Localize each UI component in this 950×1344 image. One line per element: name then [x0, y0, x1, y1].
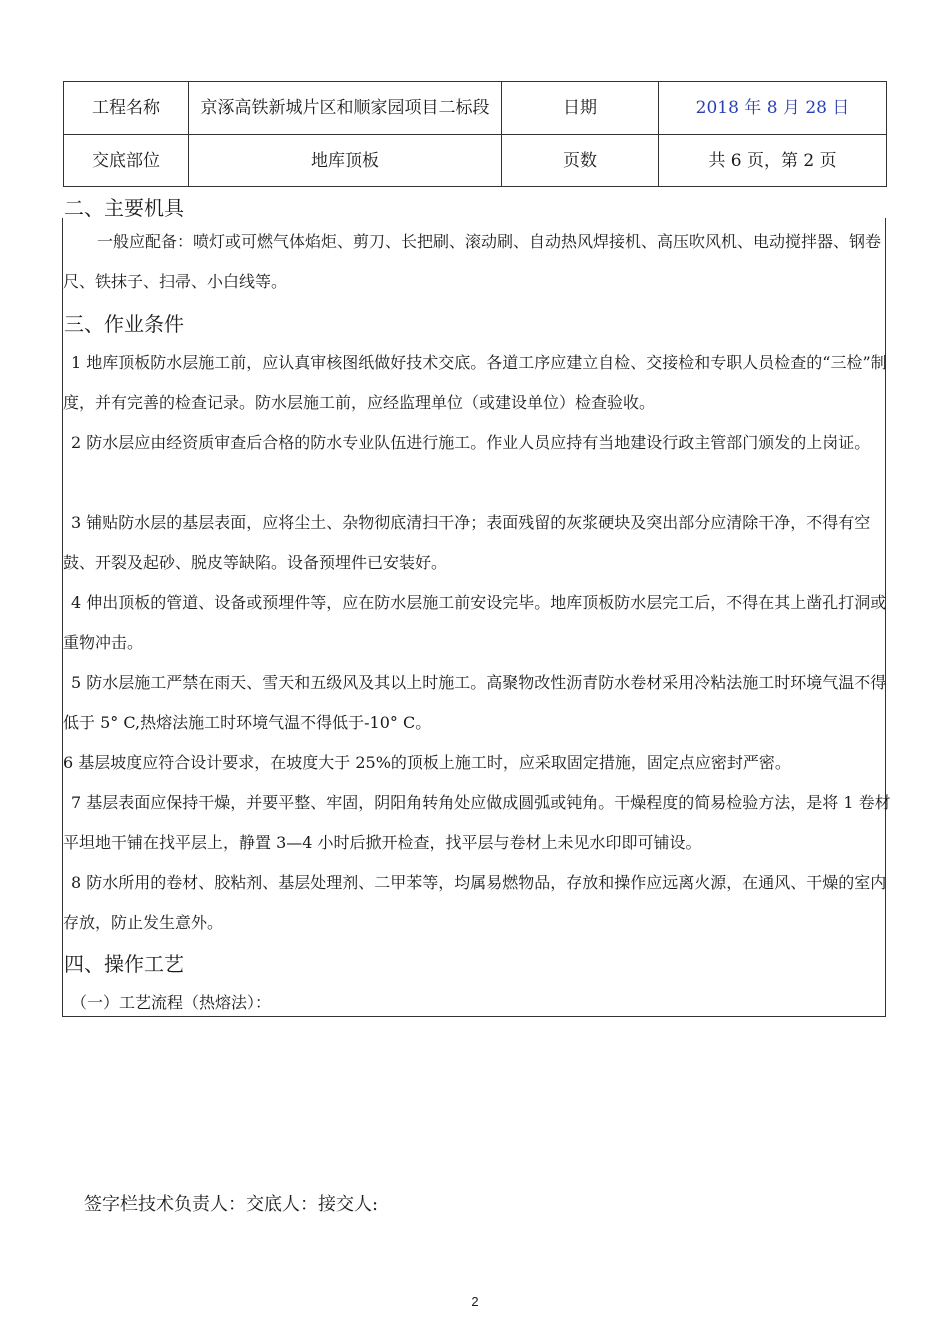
location-label: 交底部位: [64, 135, 189, 187]
condition-item-7: 7 基层表面应保持干燥，并要平整、牢固，阴阳角转角处应做成圆弧或钝角。干燥程度的简易检验方法，是将 1 卷材平坦地干铺在找平层上，静置 3—4 小时后掀开检查，找平层与卷材上未见水印即可铺设。: [63, 793, 891, 852]
project-name-value: 京涿高铁新城片区和顺家园项目二标段: [189, 82, 502, 135]
project-name-label: 工程名称: [64, 82, 189, 135]
condition-item-2: 2 防水层应由经资质审查后合格的防水专业队伍进行施工。作业人员应持有当地建设行政主管部门颁发的上岗证。: [71, 433, 871, 452]
section-4-subtitle: （一）工艺流程（热熔法）：: [71, 993, 272, 1012]
condition-item-3: 3 铺贴防水层的基层表面，应将尘土、杂物彻底清扫干净；表面残留的灰浆硬块及突出部分应清除干净，不得有空鼓、开裂及起砂、脱皮等缺陷。设备预埋件已安装好。: [63, 513, 871, 572]
section-2-text: 一般应配备：喷灯或可燃气体焰炬、剪刀、长把刷、滚动刷、自动热风焊接机、高压吹风机、电动搅拌器、钢卷尺、铁抹子、扫帚、小白线等。: [63, 232, 882, 291]
pages-value: 共 6 页，第 2 页: [659, 135, 887, 187]
condition-item-6: 6 基层坡度应符合设计要求，在坡度大于 25%的顶板上施工时，应采取固定措施，固定点应密封严密。: [63, 753, 791, 772]
location-value: 地库顶板: [189, 135, 502, 187]
date-value: 2018 年 8 月 28 日: [659, 82, 887, 135]
section-4-title: 四、操作工艺: [64, 952, 184, 976]
page-number: 2: [471, 1294, 479, 1309]
section-3-title: 三、作业条件: [64, 312, 184, 336]
header-row-1: [64, 82, 887, 135]
signature-line: 签字栏技术负责人：交底人：接交人:: [84, 1194, 379, 1215]
condition-item-4: 4 伸出顶板的管道、设备或预埋件等，应在防水层施工前安设完毕。地库顶板防水层完工后，不得在其上凿孔打洞或重物冲击。: [63, 593, 887, 652]
pages-label: 页数: [502, 135, 659, 187]
header-table: [63, 81, 887, 187]
condition-item-5: 5 防水层施工严禁在雨天、雪天和五级风及其以上时施工。高聚物改性沥青防水卷材采用冷粘法施工时环境气温不得低于 5° C,热熔法施工时环境气温不得低于-10° C。: [63, 673, 887, 732]
condition-item-8: 8 防水所用的卷材、胶粘剂、基层处理剂、二甲苯等，均属易燃物品，存放和操作应远离火源，在通风、干燥的室内存放，防止发生意外。: [63, 873, 887, 932]
condition-item-1: 1 地库顶板防水层施工前，应认真审核图纸做好技术交底。各道工序应建立自检、交接检和专职人员检查的“三检”制度，并有完善的检查记录。防水层施工前，应经监理单位（或建设单位）检查验收。: [63, 353, 887, 412]
header-row-2: [64, 135, 887, 187]
section-2-title: 二、主要机具: [64, 196, 184, 220]
date-label: 日期: [502, 82, 659, 135]
